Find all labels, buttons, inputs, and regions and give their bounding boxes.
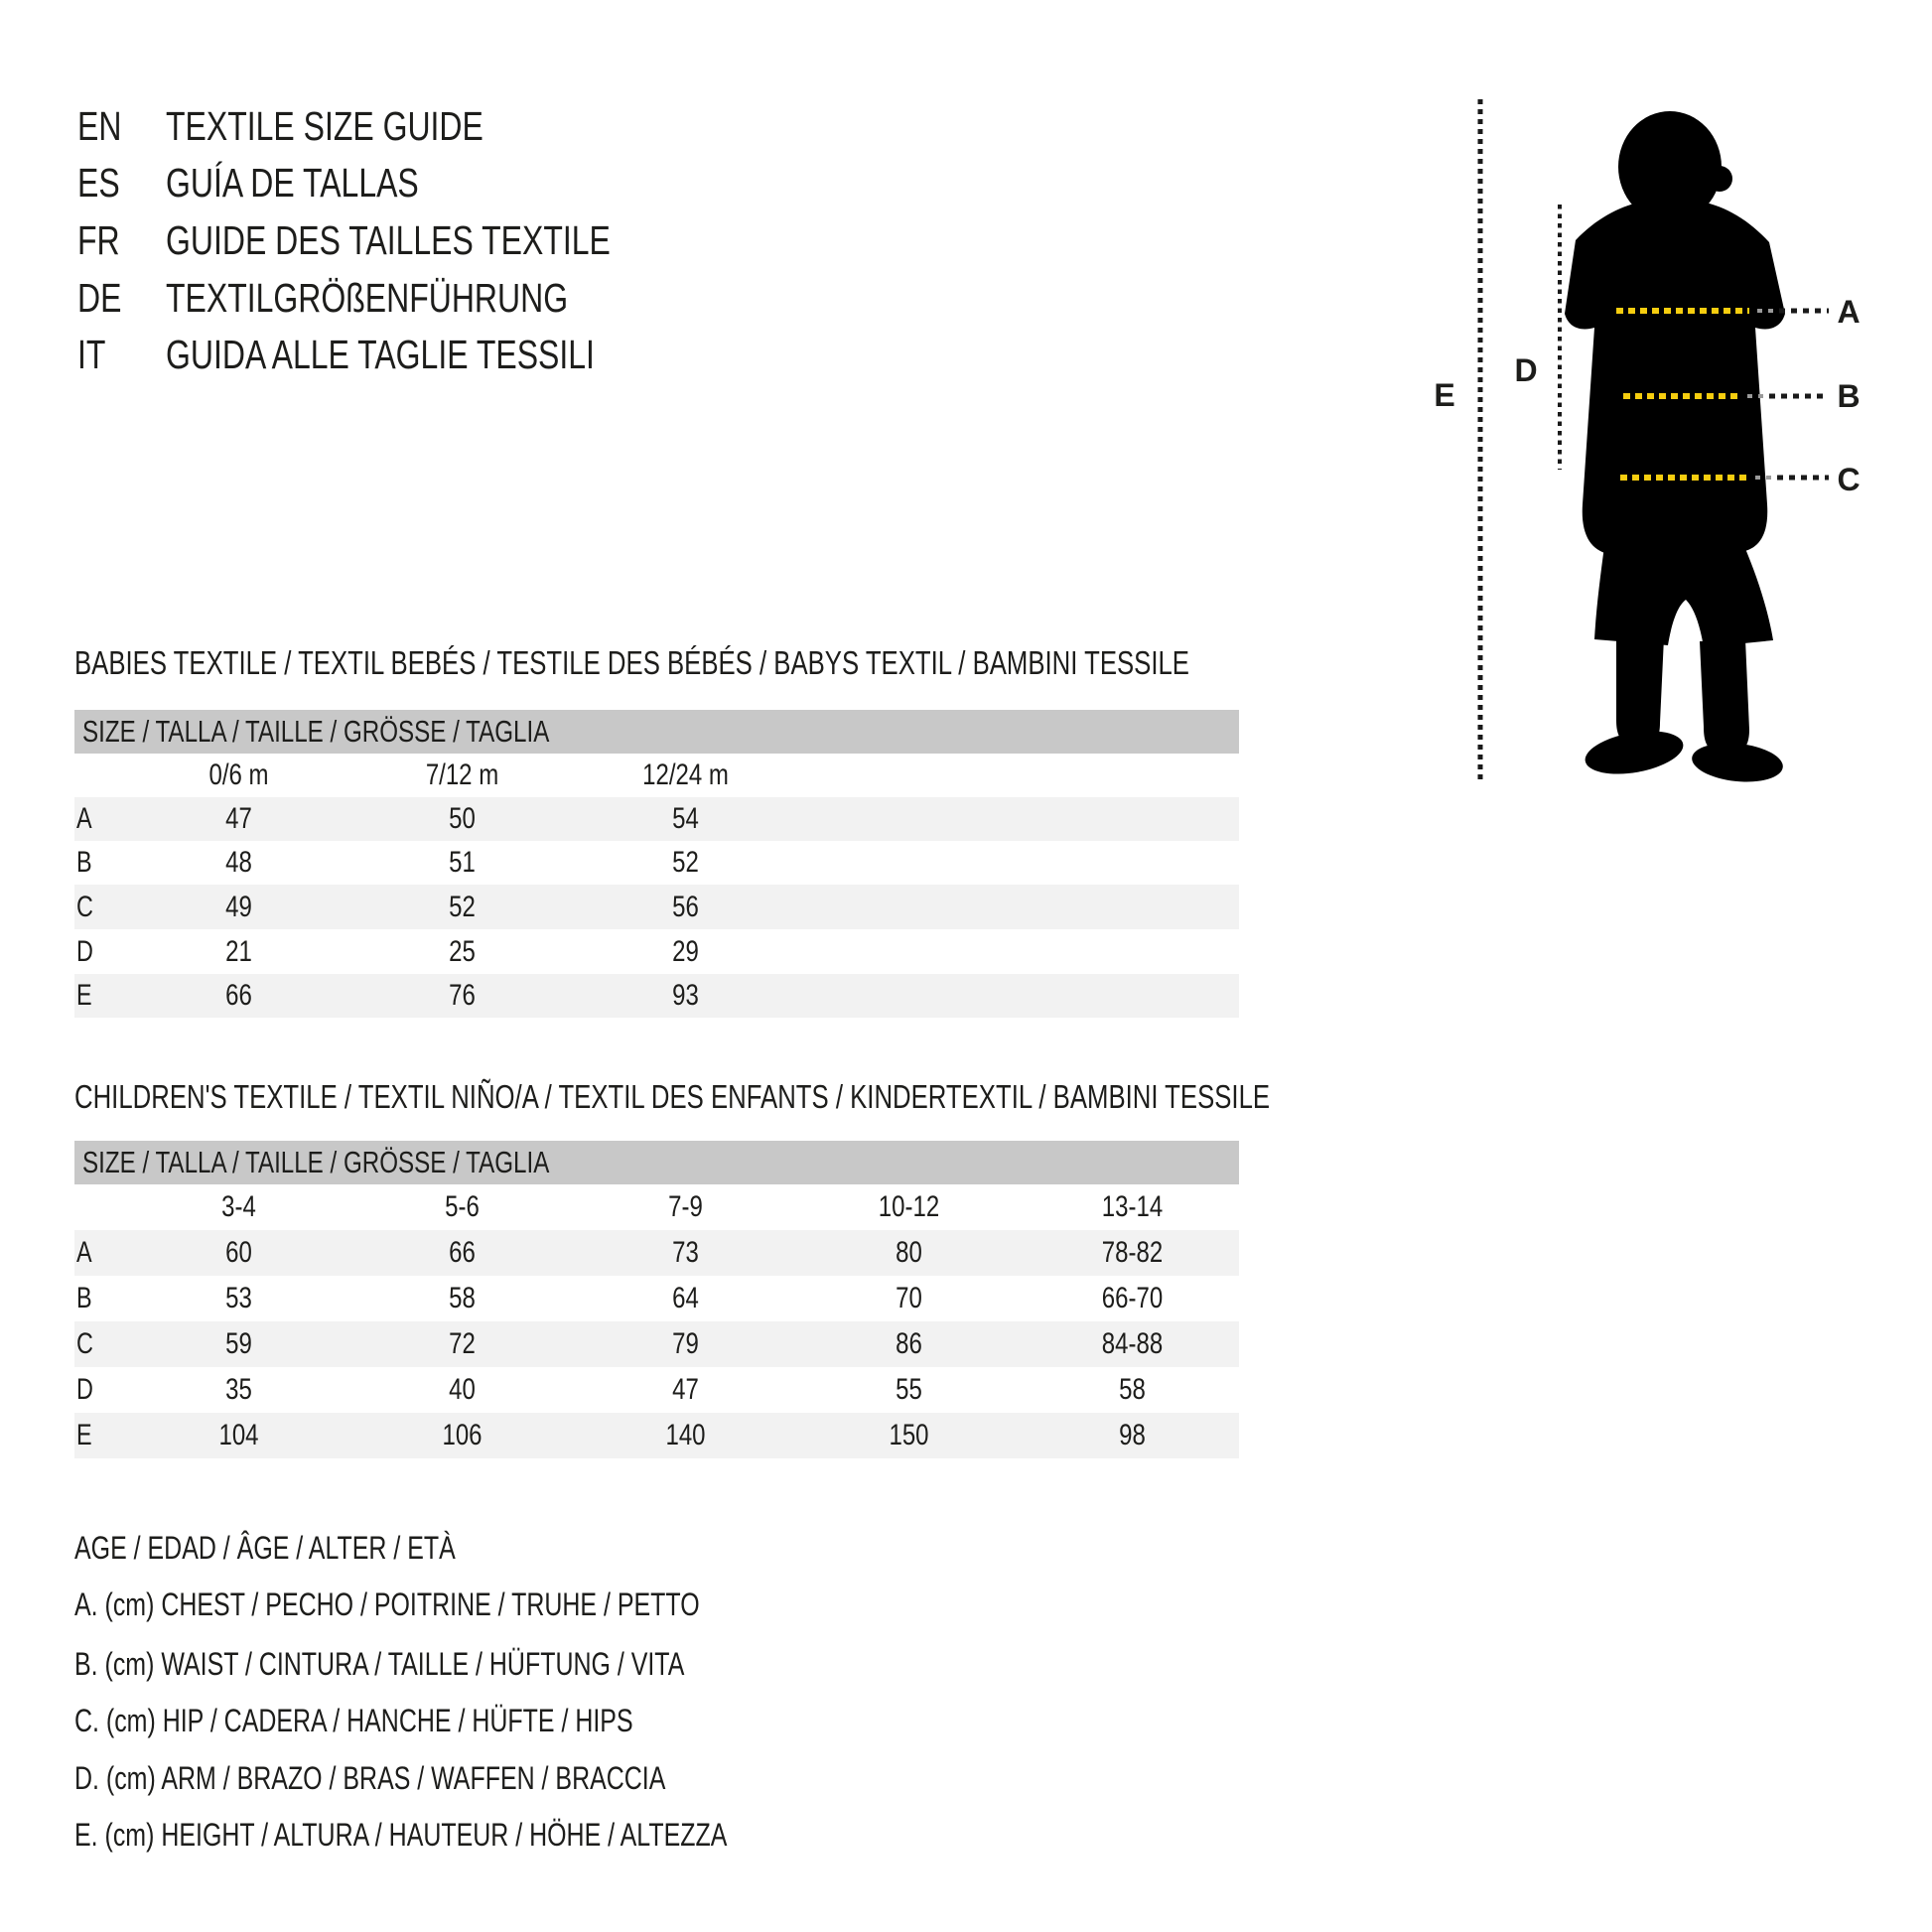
table-cell: 150 xyxy=(889,1419,929,1451)
legend-line: D. (cm) ARM / BRAZO / BRAS / WAFFEN / BRACCIA xyxy=(74,1760,666,1796)
table-row xyxy=(74,1230,1239,1276)
table-cell: 29 xyxy=(672,935,699,968)
children-column-header: 5-6 xyxy=(445,1190,480,1223)
table-row xyxy=(74,974,1239,1018)
table-row xyxy=(74,929,1239,974)
table-cell: 76 xyxy=(449,979,476,1012)
table-cell: 51 xyxy=(449,846,476,879)
table-row xyxy=(74,841,1239,885)
language-title: TEXTILGRÖßENFÜHRUNG xyxy=(166,275,569,321)
label-A: A xyxy=(1837,294,1861,330)
table-cell: 48 xyxy=(225,846,252,879)
table-row xyxy=(74,1367,1239,1413)
row-label: D xyxy=(76,1373,93,1406)
language-title: GUÍA DE TALLAS xyxy=(166,160,419,206)
language-code: EN xyxy=(77,103,122,149)
table-cell: 78-82 xyxy=(1101,1236,1164,1269)
table-cell: 66 xyxy=(225,979,252,1012)
table-cell: 93 xyxy=(672,979,699,1012)
table-cell: 106 xyxy=(442,1419,483,1451)
babies-section-title xyxy=(74,645,1504,681)
babies-section-title-text: BABIES TEXTILE / TEXTIL BEBÉS / TESTILE DES BÉBÉS / BABYS TEXTIL / BAMBINI TESSILE xyxy=(74,644,1189,681)
table-cell: 79 xyxy=(672,1327,699,1360)
table-cell: 70 xyxy=(896,1282,922,1314)
table-cell: 58 xyxy=(449,1282,476,1314)
table-cell: 52 xyxy=(672,846,699,879)
table-cell: 104 xyxy=(218,1419,259,1451)
table-cell: 35 xyxy=(225,1373,252,1406)
table-cell: 86 xyxy=(896,1327,922,1360)
table-cell: 40 xyxy=(449,1373,476,1406)
label-D: D xyxy=(1514,352,1538,388)
label-B: B xyxy=(1837,378,1861,414)
table-cell: 53 xyxy=(225,1282,252,1314)
language-code: ES xyxy=(77,160,120,206)
table-cell: 25 xyxy=(449,935,476,968)
table-cell: 84-88 xyxy=(1101,1327,1164,1360)
label-E: E xyxy=(1434,377,1455,413)
row-label: D xyxy=(76,935,93,968)
table-cell: 66-70 xyxy=(1101,1282,1164,1314)
babies-column-header: 12/24 m xyxy=(642,759,729,791)
language-code: DE xyxy=(77,275,122,321)
babies-size-header-text: SIZE / TALLA / TAILLE / GRÖSSE / TAGLIA xyxy=(82,714,550,749)
legend-line: B. (cm) WAIST / CINTURA / TAILLE / HÜFTUNG / VITA xyxy=(74,1646,685,1682)
babies-column-header: 7/12 m xyxy=(425,759,499,791)
table-row xyxy=(74,1321,1239,1367)
table-row xyxy=(74,797,1239,841)
legend-line: AGE / EDAD / ÂGE / ALTER / ETÀ xyxy=(74,1530,456,1566)
table-cell: 49 xyxy=(225,891,252,923)
table-cell: 59 xyxy=(225,1327,252,1360)
babies-size-header-bar xyxy=(74,710,1239,754)
table-cell: 55 xyxy=(896,1373,922,1406)
language-code: FR xyxy=(77,217,120,263)
babies-column-header: 0/6 m xyxy=(208,759,269,791)
children-column-header: 10-12 xyxy=(878,1190,940,1223)
table-cell: 60 xyxy=(225,1236,252,1269)
children-column-header: 7-9 xyxy=(668,1190,703,1223)
row-label: C xyxy=(76,891,93,923)
child-silhouette xyxy=(1565,111,1785,786)
row-label: A xyxy=(76,1236,92,1269)
table-cell: 66 xyxy=(449,1236,476,1269)
table-cell: 140 xyxy=(665,1419,706,1451)
row-label: B xyxy=(76,1282,92,1314)
children-column-header-row xyxy=(74,1184,1239,1230)
table-cell: 50 xyxy=(449,802,476,835)
legend-line: A. (cm) CHEST / PECHO / POITRINE / TRUHE / PETTO xyxy=(74,1587,700,1622)
legend-line: E. (cm) HEIGHT / ALTURA / HAUTEUR / HÖHE / ALTEZZA xyxy=(74,1817,728,1853)
measurement-diagram xyxy=(1410,79,1932,804)
table-cell: 54 xyxy=(672,802,699,835)
table-cell: 47 xyxy=(225,802,252,835)
children-size-header-bar xyxy=(74,1141,1239,1184)
language-title: TEXTILE SIZE GUIDE xyxy=(166,103,483,149)
babies-column-header-row xyxy=(74,753,1239,797)
table-cell: 56 xyxy=(672,891,699,923)
row-label: E xyxy=(76,979,92,1012)
label-C: C xyxy=(1837,462,1861,497)
children-column-header: 3-4 xyxy=(221,1190,256,1223)
language-title: GUIDA ALLE TAGLIE TESSILI xyxy=(166,332,595,377)
table-cell: 21 xyxy=(225,935,252,968)
row-label: C xyxy=(76,1327,93,1360)
table-cell: 73 xyxy=(672,1236,699,1269)
language-title: GUIDE DES TAILLES TEXTILE xyxy=(166,217,611,263)
children-size-header-text: SIZE / TALLA / TAILLE / GRÖSSE / TAGLIA xyxy=(82,1145,550,1179)
table-cell: 80 xyxy=(896,1236,922,1269)
table-cell: 64 xyxy=(672,1282,699,1314)
table-row xyxy=(74,1413,1239,1458)
table-row xyxy=(74,1276,1239,1321)
children-section-title-text: CHILDREN'S TEXTILE / TEXTIL NIÑO/A / TEXTIL DES ENFANTS / KINDERTEXTIL / BAMBINI TESSILE xyxy=(74,1078,1271,1115)
table-cell: 58 xyxy=(1119,1373,1146,1406)
children-section-title xyxy=(74,1079,1607,1115)
language-code: IT xyxy=(77,332,106,377)
children-column-header: 13-14 xyxy=(1101,1190,1164,1223)
row-label: A xyxy=(76,802,92,835)
table-cell: 52 xyxy=(449,891,476,923)
table-cell: 98 xyxy=(1119,1419,1146,1451)
legend-line: C. (cm) HIP / CADERA / HANCHE / HÜFTE / HIPS xyxy=(74,1703,633,1738)
row-label: B xyxy=(76,846,92,879)
row-label: E xyxy=(76,1419,92,1451)
table-cell: 72 xyxy=(449,1327,476,1360)
table-cell: 47 xyxy=(672,1373,699,1406)
table-row xyxy=(74,885,1239,929)
